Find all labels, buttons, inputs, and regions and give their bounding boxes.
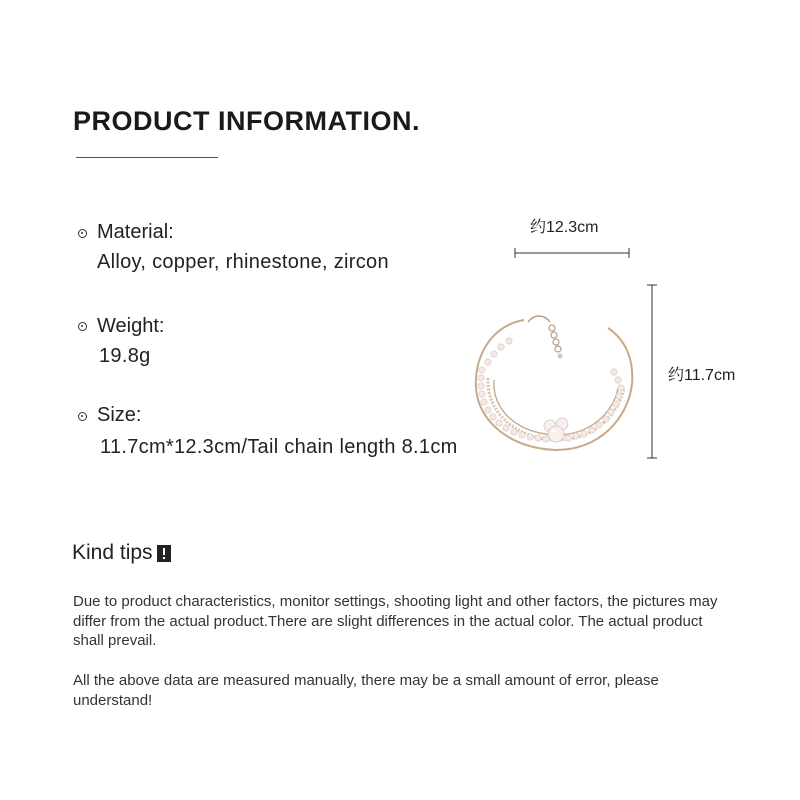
height-dimension-label: 约11.7cm xyxy=(668,367,736,384)
page-title: PRODUCT INFORMATION. xyxy=(73,106,420,136)
title-underline xyxy=(76,157,218,158)
kind-tips-heading xyxy=(72,541,171,565)
bullet-circle-icon xyxy=(78,412,87,421)
material-label: Material: xyxy=(97,221,174,243)
size-value: 11.7cm*12.3cm/Tail chain length 8.1cm xyxy=(100,436,458,458)
bullet-circle-icon xyxy=(78,322,87,331)
disclaimer-paragraph: Due to product characteristics, monitor settings, shooting light and other factors, the pictures may differ from the actual product.There are slight differences in the actual color. The actual product shall prevail. xyxy=(73,593,718,649)
necklace-image xyxy=(468,308,644,468)
material-value: Alloy, copper, rhinestone, zircon xyxy=(97,251,389,273)
size-label: Size: xyxy=(97,404,142,426)
measurement-note: All the above data are measured manually, there may be a small amount of error, please understand! xyxy=(73,672,659,709)
width-dimension-line xyxy=(510,246,634,260)
weight-value: 19.8g xyxy=(99,345,151,367)
height-dimension-line xyxy=(644,282,660,462)
width-dimension-label: 约12.3cm xyxy=(530,219,599,236)
bullet-circle-icon xyxy=(78,229,87,238)
weight-label: Weight: xyxy=(97,315,165,337)
kind-tips-title: Kind tips xyxy=(72,541,153,564)
exclamation-icon xyxy=(157,545,171,562)
